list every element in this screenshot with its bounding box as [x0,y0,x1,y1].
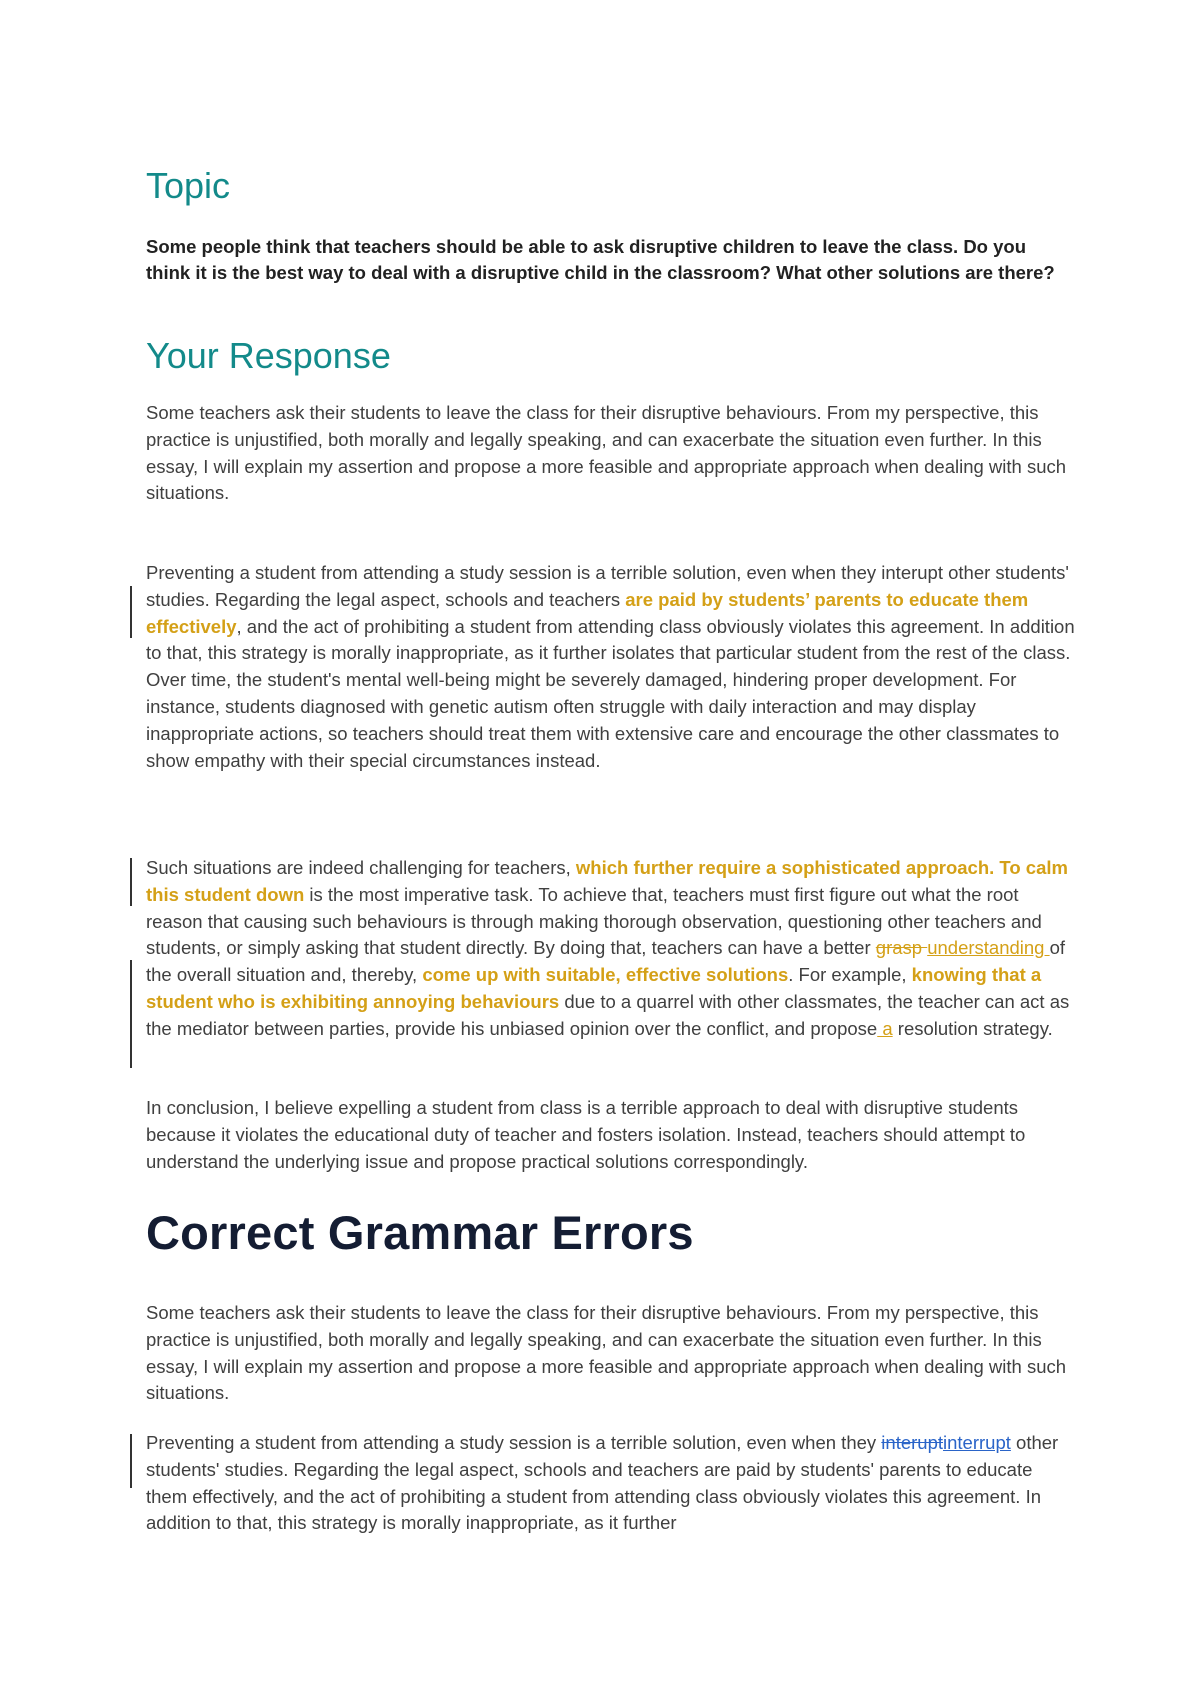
response-paragraph-body-2 [146,855,1076,1043]
response-heading: Your Response [146,335,391,376]
grammar-heading: Correct Grammar Errors [146,1206,694,1259]
topic-heading: Topic [146,165,231,206]
grammar-paragraph-2 [146,1430,1076,1537]
response-paragraph-intro: Some teachers ask their students to leave the class for their disruptive behaviours. From my perspective, this practice is unjustified, both morally and legally speaking, and can exacerbate the situation even further. In this essay, I will explain my assertion and propose a more feasible and appropriate approach when dealing with such situations. [146,402,1067,504]
grammar-paragraph-1: Some teachers ask their students to leave the class for their disruptive behaviours. From my perspective, this practice is unjustified, both morally and legally speaking, and can exacerbate the situation even further. In this essay, I will explain my assertion and propose a more feasible and appropriate approach when dealing with such situations. [146,1302,1067,1404]
text-span: resolution strategy. [892,1017,1053,1039]
text-span: , and the act of prohibiting a student from attending class obviously violates this agreement. In addition to that, this strategy is morally inappropriate, as it further isolates that particular student from the rest of the class. Over time, the student's mental well-being might be severely damaged, hindering proper development. For instance, students diagnosed with genetic autism often struggle with daily interaction and may display inappropriate actions, so teachers should treat them with extensive care and encourage the other classmates to show empathy with their special circumstances instead. [146,615,1075,771]
change-bar [130,1434,132,1488]
text-span: other students' studies. Regarding the legal aspect, schools and teachers are paid by students' parents to educate them effectively, and the act of prohibiting a student from attending class obviously violates this agreement. In addition to that, this strategy is morally inappropriate, as it further [146,1432,1059,1534]
text-span: of the overall situation and, thereby, [146,937,1066,986]
inserted-word[interactable]: a [877,1017,893,1039]
inserted-word[interactable]: understanding [927,937,1050,959]
response-paragraph-conclusion: In conclusion, I believe expelling a student from class is a terrible approach to deal with disruptive students because it violates the educational duty of teacher and fosters isolation. Instead, teachers should attempt to understand the underlying issue and propose practical solutions correspondingly. [146,1097,1026,1172]
highlighted-phrase[interactable]: come up with suitable, effective solutions [422,964,789,986]
highlighted-phrase[interactable]: are paid by students’ parents to educate them effectively [146,588,1029,637]
text-span: is the most imperative task. To achieve that, teachers must first figure out what the root reason that causing such behaviours is through making thorough observation, questioning other teachers and students, or simply asking that student directly. By doing that, teachers can have a better [146,883,1042,959]
change-bar [130,586,132,638]
text-span: Such situations are indeed challenging for teachers, [146,857,576,878]
text-span: due to a quarrel with other classmates, the teacher can act as the mediator between parties, provide his unbiased opinion over the conflict, and propose [146,990,1070,1039]
change-bar [130,960,132,1068]
change-bar [130,858,132,906]
text-span: Preventing a student from attending a study session is a terrible solution, even when they [146,1432,882,1453]
topic-question: Some people think that teachers should be able to ask disruptive children to leave the class. Do you think it is the best way to deal with a disruptive child in the classroom? What other solutions are there? [146,236,1055,283]
highlighted-phrase[interactable]: knowing that a student who is exhibiting annoying behaviours [146,964,1042,1012]
response-paragraph-body-1 [146,560,1076,774]
deleted-word[interactable]: interupt [881,1432,944,1453]
text-span: Preventing a student from attending a study session is a terrible solution, even when they interupt other students' studies. Regarding the legal aspect, schools and teachers [146,562,1069,610]
inserted-word[interactable]: interrupt [943,1432,1011,1453]
highlighted-phrase[interactable]: which further require a sophisticated approach. To calm this student down [146,857,1068,905]
deleted-word[interactable]: grasp [875,937,928,959]
text-span: . For example, [788,964,912,986]
